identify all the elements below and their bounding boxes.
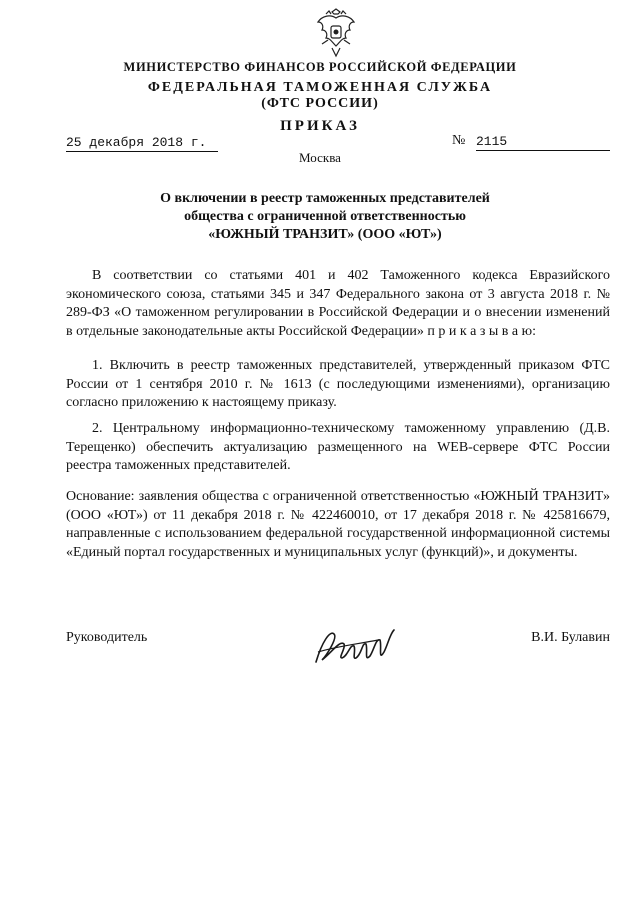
ministry-name: МИНИСТЕРСТВО ФИНАНСОВ РОССИЙСКОЙ ФЕДЕРАЦИИ (123, 60, 517, 74)
order-item-2: 2. Центральному информационно-техническому таможенному управлению (Д.В. Терещенко) обеспечить актуализацию размещенного на WEB-сервере ФТС России реестра таможенных представителей. (66, 421, 610, 473)
title-line-1: О включении в реестр таможенных представителей (160, 191, 490, 206)
document-type: ПРИКАЗ (280, 118, 360, 134)
title-line-2: общества с ограниченной ответственностью (184, 209, 466, 224)
order-number: 2115 (476, 134, 610, 151)
signatory-role: Руководитель (66, 630, 148, 645)
order-title (80, 190, 570, 244)
handwritten-signature (308, 622, 398, 672)
basis-paragraph: Основание: заявления общества с ограниченной ответственностью «ЮЖНЫЙ ТРАНЗИТ» (ООО «ЮТ») от 11 декабря 2018 г. № 422460010, от 17 декабря 2018 г. № 425816679, направленные с использованием федеральной государственной информационной системы «Единый портал государственных и муниципальных услуг (функций)», и документы. (66, 489, 610, 560)
service-name: ФЕДЕРАЛЬНАЯ ТАМОЖЕННАЯ СЛУЖБА (147, 80, 493, 95)
signatory-name: В.И. Булавин (531, 630, 610, 645)
order-item-1: 1. Включить в реестр таможенных представителей, утвержденный приказом ФТС России от 1 сентября 2010 г. № 1613 (с последующими изменениями), организацию согласно приложению к настоящему приказу. (66, 358, 610, 410)
order-date: 25 декабря 2018 г. (66, 135, 218, 152)
title-line-3: «ЮЖНЫЙ ТРАНЗИТ» (ООО «ЮТ») (208, 227, 442, 242)
order-city: Москва (299, 150, 341, 165)
service-abbreviation: (ФТС РОССИИ) (261, 96, 379, 111)
order-number-label: № (452, 133, 466, 148)
intro-paragraph: В соответствии со статьями 401 и 402 Таможенного кодекса Евразийского экономического союза, статьями 345 и 347 Федерального закона от 3 августа 2018 г. № 289-ФЗ «О таможенном регулировании в Российской Федерации и о внесении изменений в отдельные законодательные акты Российской Федерации» п р и к а з ы в а ю: (66, 268, 610, 339)
coat-of-arms-icon (310, 8, 362, 60)
